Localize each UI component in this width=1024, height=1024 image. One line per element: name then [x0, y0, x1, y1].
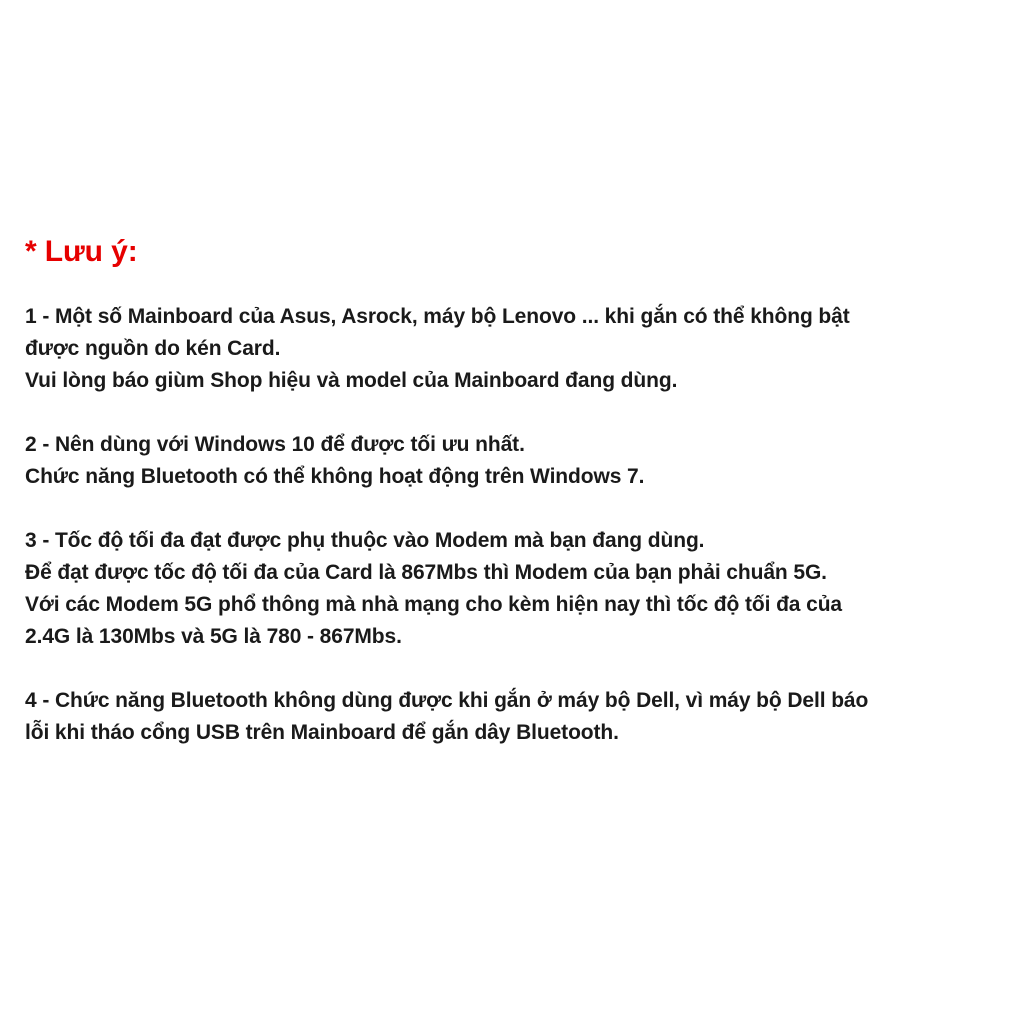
note-3-line-4: 2.4G là 130Mbs và 5G là 780 - 867Mbs.	[25, 625, 402, 648]
notice-title: * Lưu ý:	[25, 235, 138, 268]
note-1-line-3: Vui lòng báo giùm Shop hiệu và model của Mainboard đang dùng.	[25, 369, 678, 392]
note-2	[25, 429, 1015, 493]
note-3-line-2: Để đạt được tốc độ tối đa của Card là 867Mbs thì Modem của bạn phải chuẩn 5G.	[25, 561, 827, 584]
note-4-line-1: 4 - Chức năng Bluetooth không dùng được khi gắn ở máy bộ Dell, vì máy bộ Dell báo	[25, 689, 869, 712]
note-4	[25, 685, 1015, 749]
note-1	[25, 301, 1015, 397]
note-3-line-1: 3 - Tốc độ tối đa đạt được phụ thuộc vào Modem mà bạn đang dùng.	[25, 529, 705, 552]
note-3	[25, 525, 1015, 653]
note-1-line-2: được nguồn do kén Card.	[25, 337, 281, 360]
notice-document	[25, 232, 1015, 781]
note-1-line-1: 1 - Một số Mainboard của Asus, Asrock, máy bộ Lenovo ... khi gắn có thể không bật	[25, 305, 850, 328]
note-4-line-2: lỗi khi tháo cổng USB trên Mainboard để gắn dây Bluetooth.	[25, 721, 619, 744]
note-2-line-1: 2 - Nên dùng với Windows 10 để được tối ưu nhất.	[25, 433, 525, 456]
note-3-line-3: Với các Modem 5G phổ thông mà nhà mạng cho kèm hiện nay thì tốc độ tối đa của	[25, 593, 843, 616]
note-2-line-2: Chức năng Bluetooth có thể không hoạt động trên Windows 7.	[25, 465, 645, 488]
